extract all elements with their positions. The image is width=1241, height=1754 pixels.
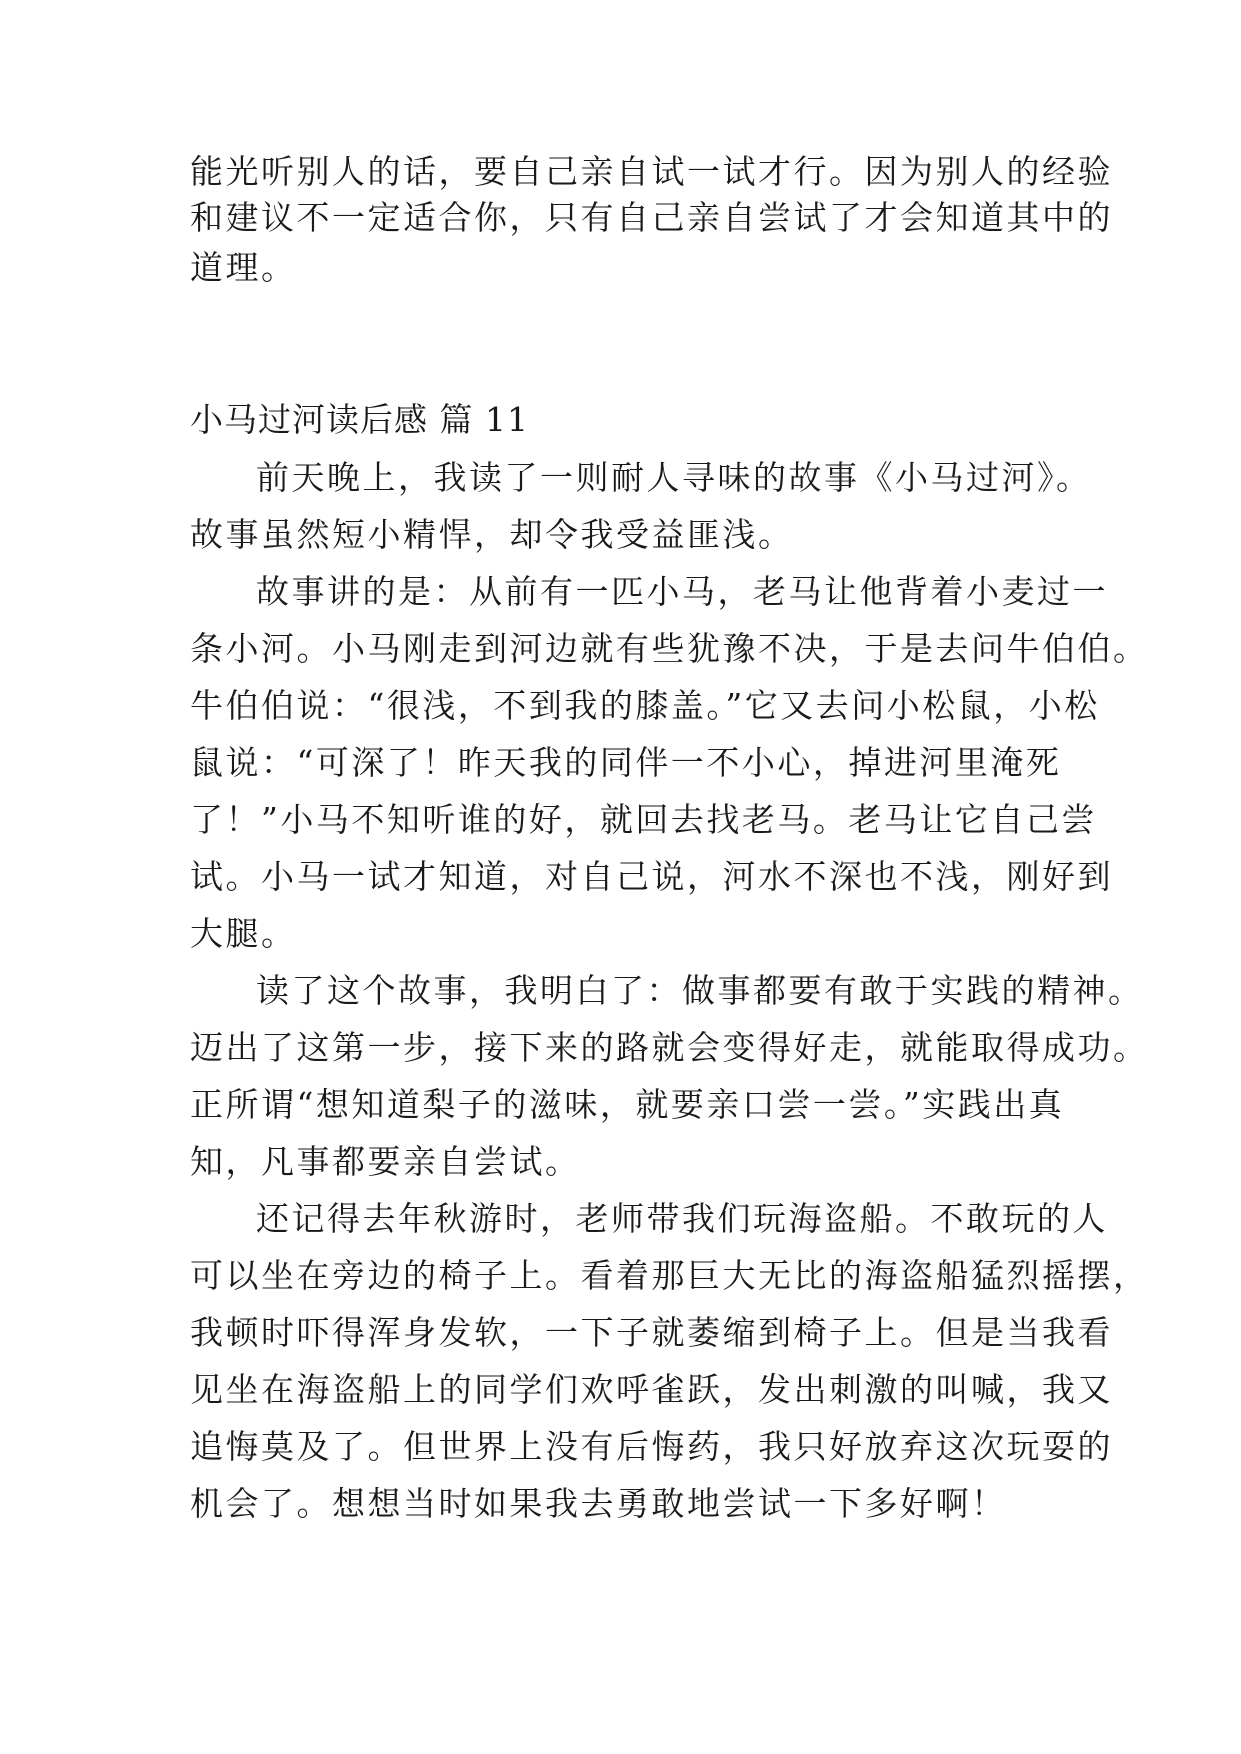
paragraph-4-line: 我顿时吓得浑身发软，一下子就萎缩到椅子上。但是当我看 (190, 1313, 1113, 1352)
paragraph-3-line: 迈出了这第一步，接下来的路就会变得好走，就能取得成功。 (190, 1028, 1149, 1067)
body-text-line: 道理。 (190, 248, 297, 287)
paragraph-4-line: 机会了。想想当时如果我去勇敢地尝试一下多好啊！ (190, 1484, 1007, 1523)
paragraph-3-line: 读了这个故事，我明白了：做事都要有敢于实践的精神。 (256, 971, 1144, 1010)
paragraph-4-line: 可以坐在旁边的椅子上。看着那巨大无比的海盗船猛烈摇摆， (190, 1256, 1149, 1295)
paragraph-2-line: 了！”小马不知听谁的好，就回去找老马。老马让它自己尝 (190, 800, 1097, 839)
paragraph-4-line: 还记得去年秋游时，老师带我们玩海盗船。不敢玩的人 (256, 1199, 1108, 1238)
body-text-line: 和建议不一定适合你，只有自己亲自尝试了才会知道其中的 (190, 198, 1113, 237)
paragraph-2-line: 条小河。小马刚走到河边就有些犹豫不决，于是去问牛伯伯。 (190, 629, 1149, 668)
paragraph-2-line: 故事讲的是：从前有一匹小马，老马让他背着小麦过一 (256, 572, 1108, 611)
section-title: 小马过河读后感 篇 11 (190, 400, 529, 439)
paragraph-3-line: 知，凡事都要亲自尝试。 (190, 1142, 581, 1181)
paragraph-4-line: 见坐在海盗船上的同学们欢呼雀跃，发出刺激的叫喊，我又 (190, 1370, 1113, 1409)
paragraph-2-line: 鼠说：“可深了！昨天我的同伴一不小心，掉进河里淹死 (190, 743, 1062, 782)
paragraph-1-line: 前天晚上，我读了一则耐人寻味的故事《小马过河》。 (256, 458, 1092, 497)
paragraph-2-line: 牛伯伯说：“很浅，不到我的膝盖。”它又去问小松鼠，小松 (190, 686, 1100, 725)
paragraph-2-line: 大腿。 (190, 914, 297, 953)
paragraph-4-line: 追悔莫及了。但世界上没有后悔药，我只好放弃这次玩耍的 (190, 1427, 1113, 1466)
paragraph-3-line: 正所谓“想知道梨子的滋味，就要亲口尝一尝。”实践出真 (190, 1085, 1065, 1124)
paragraph-2-line: 试。小马一试才知道，对自己说，河水不深也不浅，刚好到 (190, 857, 1113, 896)
paragraph-1-line: 故事虽然短小精悍，却令我受益匪浅。 (190, 515, 794, 554)
body-text-line: 能光听别人的话，要自己亲自试一试才行。因为别人的经验 (190, 152, 1113, 191)
